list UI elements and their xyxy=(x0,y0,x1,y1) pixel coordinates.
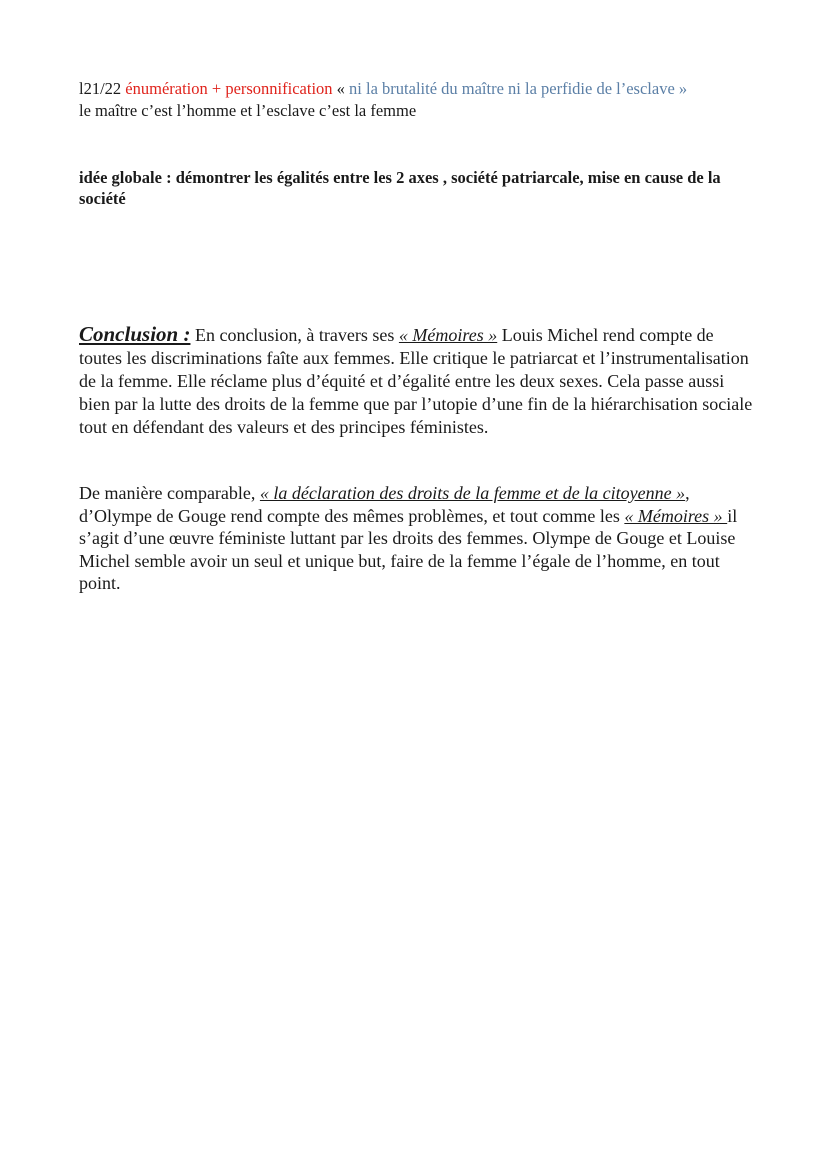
declaration-title: « la déclaration des droits de la femme et de la citoyenne » xyxy=(259,483,686,503)
stylistic-figures: énumération + personnification xyxy=(125,79,333,98)
open-quote: « xyxy=(332,79,350,98)
memoires-title: « Mémoires » xyxy=(398,325,498,345)
conclusion-text-1: En conclusion, à travers ses xyxy=(190,325,399,345)
comparison-text-1: De manière comparable, xyxy=(79,483,260,503)
conclusion-paragraph xyxy=(79,323,759,439)
analysis-line-21-22 xyxy=(79,78,759,100)
memoires-title-2: « Mémoires » xyxy=(624,505,728,526)
comparison-text-2: , d’Olympe de Gouge rend compte des mêmes problèmes, et tout comme les xyxy=(79,483,690,526)
comparison-text-3: il s’agit d’une œuvre féministe luttant par les droits des femmes. Olympe de Gouge et Louise Michel semble avoir un seul et unique but, faire de la femme l’égale de l’homme, en tout point. xyxy=(79,505,738,593)
conclusion-heading: Conclusion : xyxy=(79,322,191,346)
comparison-paragraph xyxy=(79,482,759,595)
conclusion-text-2: Louis Michel rend compte de toutes les discriminations faîte aux femmes. Elle critique le patriarcat et l’instrumentalisation de la femme. Elle réclame plus d’équité et d’égalité entre les deux sexes. Cela passe aussi bien par la lutte des droits de la femme que par l’utopie d’une fin de la hiérarchisation sociale tout en défendant des valeurs et des principes féministes. xyxy=(79,325,753,437)
global-idea: idée globale : démontrer les égalités entre les 2 axes , société patriarcale, mise en cause de la société xyxy=(79,168,721,208)
line-reference: l21/22 xyxy=(79,79,126,98)
quoted-text: ni la brutalité du maître ni la perfidie de l’esclave » xyxy=(349,79,688,98)
interpretation-line: le maître c’est l’homme et l’esclave c’est la femme xyxy=(79,101,417,120)
